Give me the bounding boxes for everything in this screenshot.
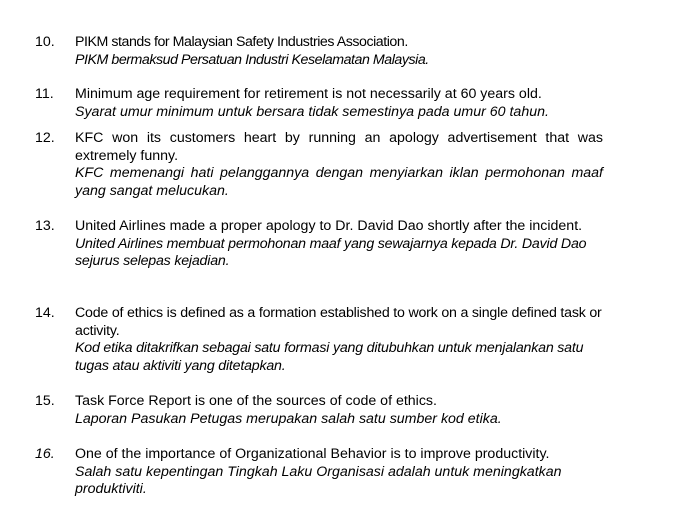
question-number: 15. (35, 393, 55, 409)
question-number: 12. (35, 130, 55, 146)
question-malay: PIKM bermaksud Persatuan Industri Keselamatan Malaysia. (75, 51, 429, 68)
question-text (75, 130, 603, 200)
question-malay: Salah satu kepentingan Tingkah Laku Organisasi adalah untuk meningkatkan produktiviti. (75, 463, 562, 497)
question-malay: KFC memenangi hati pelanggannya dengan menyiarkan iklan permohonan maaf yang sangat melucukan. (75, 165, 603, 199)
question-number: 16. (35, 446, 55, 462)
question-number: 11. (35, 86, 54, 102)
question-text (75, 305, 603, 375)
question-malay: Laporan Pasukan Petugas merupakan salah satu sumber kod etika. (75, 410, 502, 427)
question-text (75, 34, 603, 69)
question-text (75, 86, 603, 121)
question-text (75, 446, 603, 499)
question-text (75, 393, 603, 428)
question-text (75, 218, 603, 271)
question-english: Minimum age requirement for retirement is not necessarily at 60 years old. (75, 86, 542, 102)
question-number: 13. (35, 218, 55, 234)
question-malay: United Airlines membuat permohonan maaf yang sewajarnya kepada Dr. David Dao sejurus selepas kejadian. (75, 235, 587, 269)
question-number: 14. (35, 305, 55, 321)
question-english: KFC won its customers heart by running an apology advertisement that was extremely funny. (75, 130, 603, 164)
question-english: One of the importance of Organizational Behavior is to improve productivity. (75, 446, 550, 462)
question-malay: Syarat umur minimum untuk bersara tidak semestinya pada umur 60 tahun. (75, 103, 549, 120)
question-english: United Airlines made a proper apology to Dr. David Dao shortly after the incident. (75, 218, 583, 234)
question-english: PIKM stands for Malaysian Safety Industries Association. (75, 34, 408, 50)
question-english: Code of ethics is defined as a formation established to work on a single defined task or activity. (75, 305, 602, 339)
question-malay: Kod etika ditakrifkan sebagai satu formasi yang ditubuhkan untuk menjalankan satu tugas atau aktiviti yang ditetapkan. (75, 340, 584, 374)
question-number: 10. (35, 34, 55, 50)
question-english: Task Force Report is one of the sources of code of ethics. (75, 393, 437, 409)
